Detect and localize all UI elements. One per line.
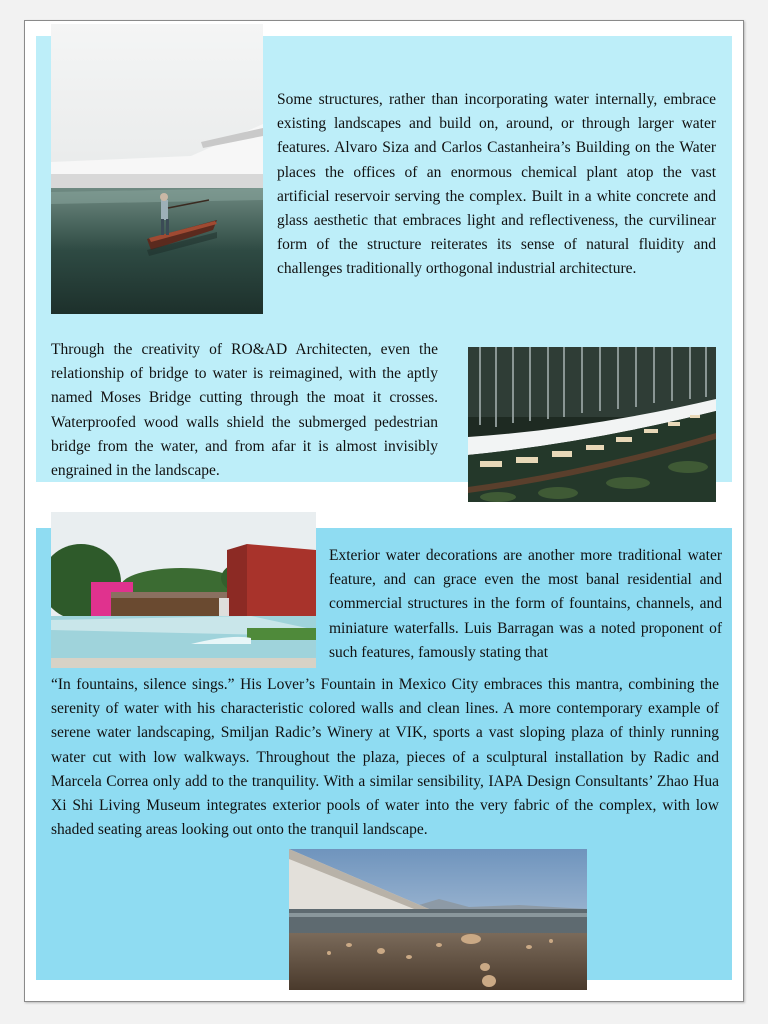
paragraph-moses-bridge: Through the creativity of RO&AD Architecten, even the relationship of bridge to water is reimagined, with the aptly named Moses Bridge cutting through the moat it crosses. Waterproofed wood walls shield the submerged pedestrian bridge from the water, and from afar it is almost invisibly engrained in the landscape. xyxy=(51,341,438,480)
moses-bridge-photo xyxy=(468,347,716,502)
building-on-water-photo xyxy=(51,24,263,314)
vik-winery-photo xyxy=(289,849,587,990)
paragraph-building-on-water: Some structures, rather than incorporating water internally, embrace existing landscapes and build on, around, or through larger water features. Alvaro Siza and Carlos Castanheira’s Building on the Water places the offices of an enormous chemical plant atop the vast artificial reservoir serving the complex. Built in a white concrete and glass aesthetic that embraces light and reflectiveness, the curvilinear form of the structure reiterates its sense of natural fluidity and challenges traditionally orthogonal industrial architecture. xyxy=(277,91,716,278)
lovers-fountain-photo xyxy=(51,512,316,668)
paragraph-exterior-water-intro: Exterior water decorations are another more traditional water feature, and can grace even the most banal residential and commercial structures in the form of fountains, channels, and miniature waterfalls. Luis Barragan was a noted proponent of such features, famously stating that xyxy=(329,547,722,661)
paragraph-exterior-water-body: “In fountains, silence sings.” His Lover’s Fountain in Mexico City embraces this mantra, combining the serenity of water with his characteristic colored walls and clean lines. A more contemporary example of serene water landscaping, Smiljan Radic’s Winery at VIK, sports a vast sloping plaza of thinly running water cut with low walkways. Throughout the plaza, pieces of a sculptural installation by Radic and Marcela Correa only add to the tranquility. With a similar sensibility, IAPA Design Consultants’ Zhao Hua Xi Shi Living Museum integrates exterior pools of water into the very fabric of the complex, with low shaded seating areas looking out onto the tranquil landscape. xyxy=(51,676,719,839)
